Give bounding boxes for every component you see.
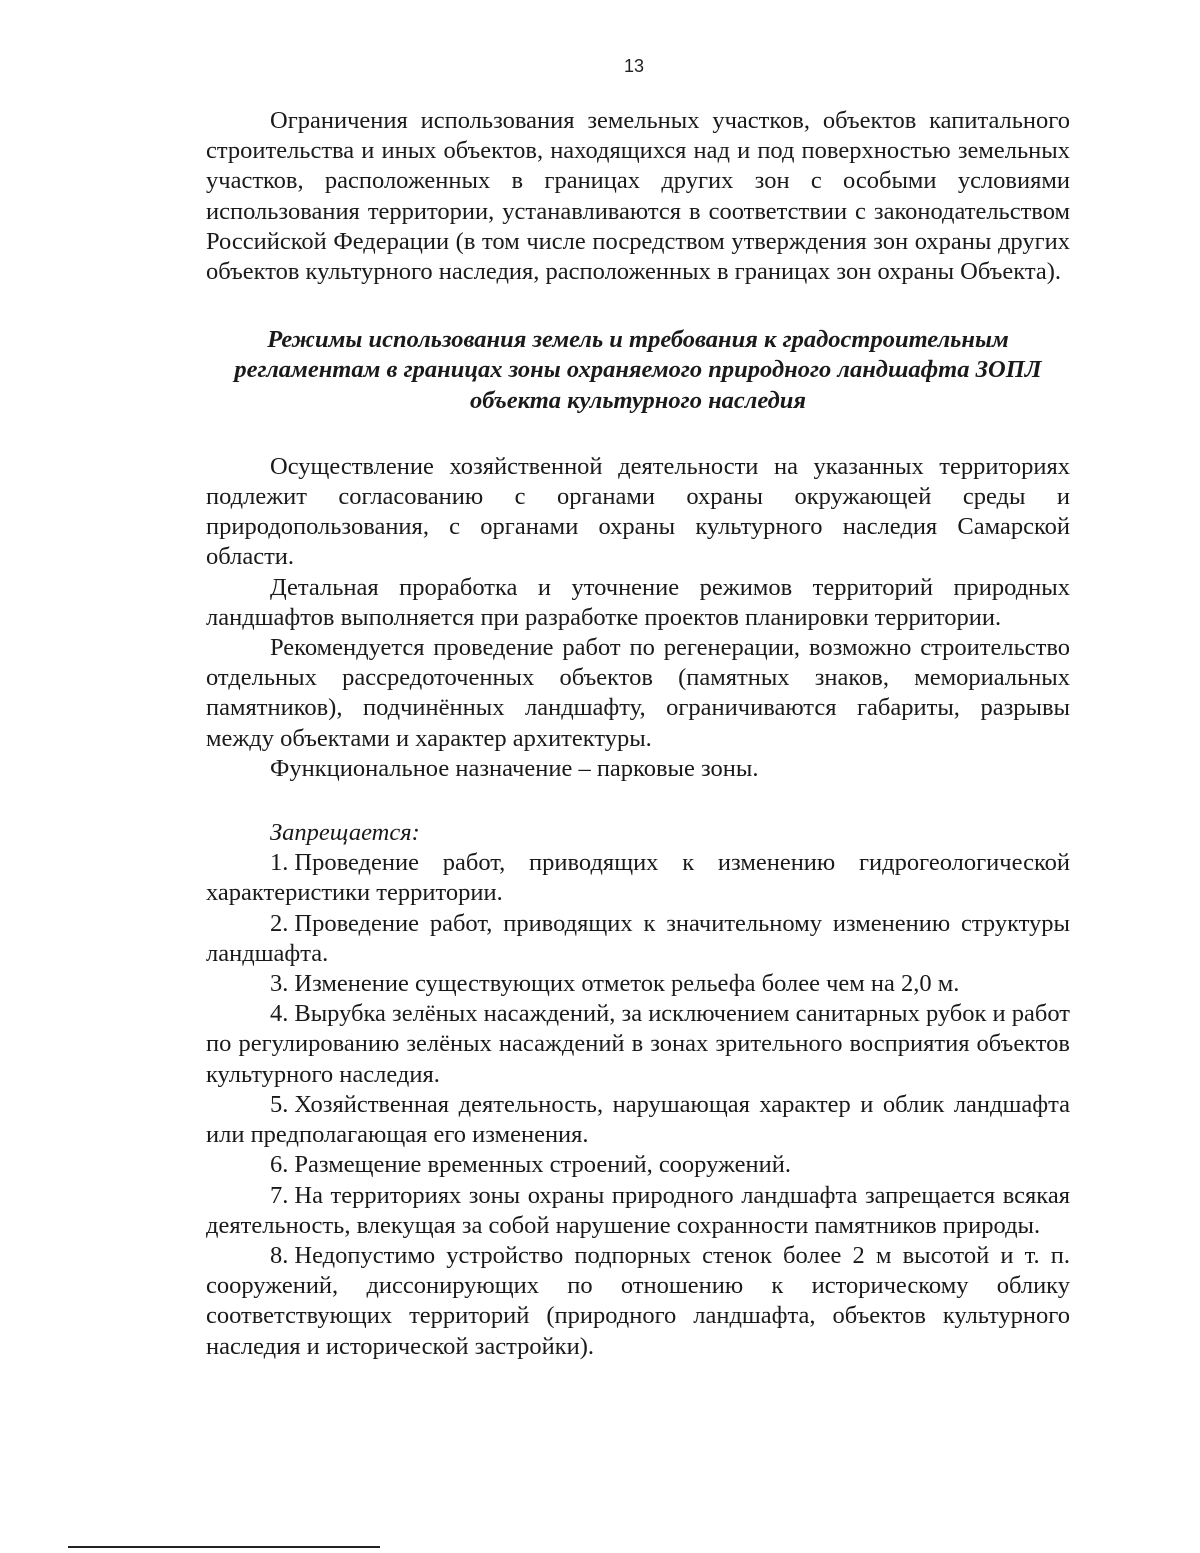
list-item [206,999,1070,1090]
list-item [206,969,1070,999]
list-item-text: Проведение работ, приводящих к значительному изменению структуры ландшафта. [206,909,1070,967]
forbidden-list [206,848,1070,1361]
forbidden-label: Запрещается: [270,819,420,847]
spacer [206,784,1070,818]
list-item-number: 8. [270,1241,289,1269]
footnote-divider [68,1546,380,1548]
list-item-number: 4. [270,1000,289,1028]
list-item-number: 6. [270,1151,289,1179]
list-item [206,1150,1070,1180]
list-item-text: Недопустимо устройство подпорных стенок более 2 м высотой и т. п. сооружений, диссонирующих по отношению к историческому облику соответствующих территорий (природного ландшафта, объектов культурного наследия и исторической застройки). [206,1241,1070,1360]
list-item [206,848,1070,908]
document-body [206,106,1070,1362]
paragraph-approval: Осуществление хозяйственной деятельности на указанных территориях подлежит согласованию с органами охраны окружающей среды и природопользования, с органами охраны культурного наследия Самарской области. [206,452,1070,571]
list-item [206,909,1070,969]
intro-paragraph: Ограничения использования земельных участков, объектов капитального строительства и иных объектов, находящихся над и под поверхностью земельных участков, расположенных в границах других зон с особыми условиями использования территории, устанавливаются в соответствии с законодательством Российской Федерации (в том числе посредством утверждения зон охраны других объектов культурного наследия, расположенных в границах зон охраны Объекта). [206,107,1070,286]
paragraph-detailed-study: Детальная проработка и уточнение режимов территорий природных ландшафтов выполняется при разработке проектов планировки территории. [206,573,1070,631]
page-number: 13 [623,56,645,76]
list-item-text: Изменение существующих отметок рельефа более чем на 2,0 м. [294,970,960,998]
list-item-number: 5. [270,1090,289,1118]
list-item-number: 7. [270,1181,289,1209]
list-item [206,1241,1070,1362]
section-heading [206,325,1070,416]
list-item-number: 1. [270,849,289,877]
list-item [206,1181,1070,1241]
list-item-text: Размещение временных строений, сооружений. [294,1151,791,1179]
list-item-text: На территориях зоны охраны природного ландшафта запрещается всякая деятельность, влекущая за собой нарушение сохранности памятников природы. [206,1181,1070,1239]
list-item-text: Проведение работ, приводящих к изменению гидрогеологической характеристики территории. [206,849,1070,907]
list-item [206,1090,1070,1150]
paragraph-recommendation: Рекомендуется проведение работ по регенерации, возможно строительство отдельных рассредоточенных объектов (памятных знаков, мемориальных памятников), подчинённых ландшафту, ограничиваются габариты, разрывы между объектами и характер архитектуры. [206,634,1070,752]
paragraph-function: Функциональное назначение – парковые зоны. [270,754,759,782]
section-heading-line-2: регламентам в границах зоны охраняемого природного ландшафта ЗОПЛ [234,356,1042,384]
list-item-number: 2. [270,909,289,937]
list-item-text: Вырубка зелёных насаждений, за исключением санитарных рубок и работ по регулированию зелёных насаждений в зонах зрительного восприятия объектов культурного наследия. [206,1000,1071,1088]
section-heading-line-1: Режимы использования земель и требования к градостроительным [267,326,1009,354]
section-heading-line-3: объекта культурного наследия [469,386,807,414]
list-item-number: 3. [270,970,289,998]
list-item-text: Хозяйственная деятельность, нарушающая характер и облик ландшафта или предполагающая его изменения. [206,1090,1070,1149]
